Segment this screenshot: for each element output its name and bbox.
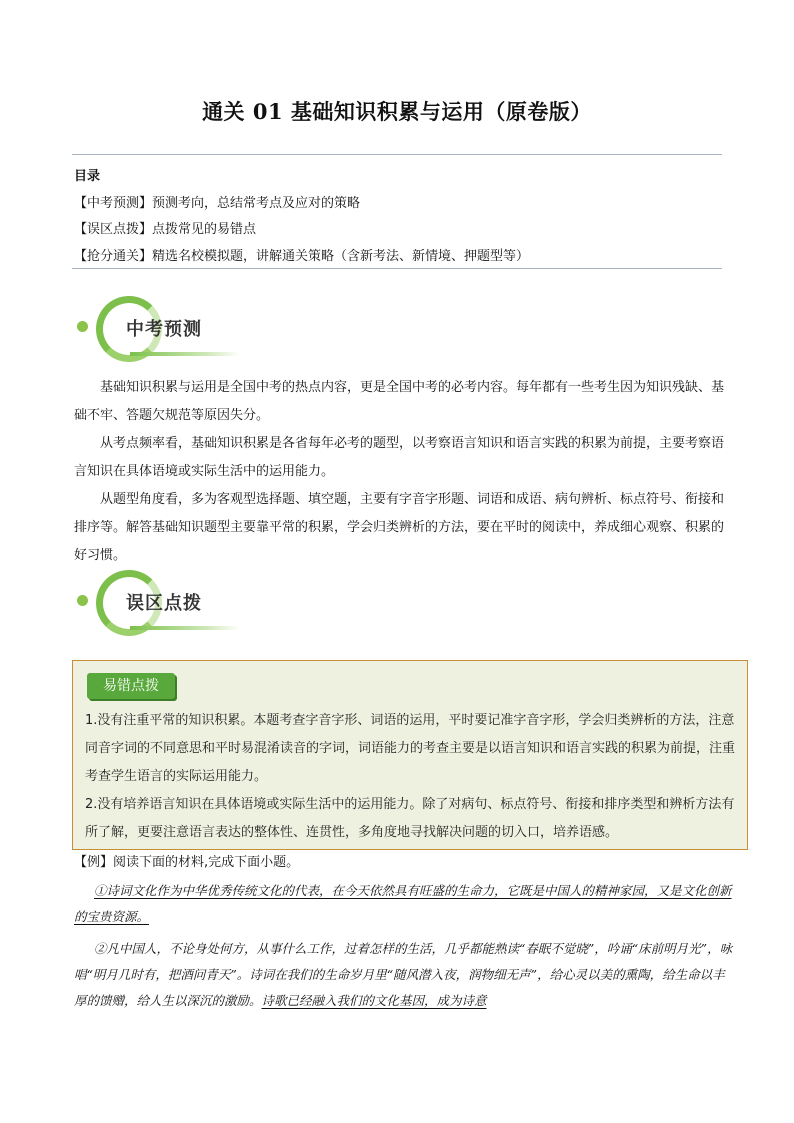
toc-item[interactable]: 【抢分通关】精选名校模拟题，讲解通关策略（含新考法、新情境、押题型等） [74, 248, 530, 264]
tip-text [85, 707, 741, 847]
example-section [74, 852, 734, 1020]
example-heading: 【例】阅读下面的材料,完成下面小题。 [74, 855, 300, 870]
example-paragraph [74, 936, 734, 1014]
toc-item[interactable]: 【误区点拨】点拨常见的易错点 [74, 222, 257, 237]
toc-item[interactable]: 【中考预测】预测考向，总结常考点及应对的策略 [74, 195, 361, 211]
prediction-body [74, 374, 724, 570]
page-title: 通关 01 基础知识积累与运用（原卷版） [202, 99, 592, 124]
tip-item: 1.没有注重平常的知识积累。本题考查字音字形、词语的运用，平时要记准字音字形，学会归类辨析的方法，注意同音字词的不同意思和平时易混淆读音的字词，词语能力的考查主要是以语言知识和语言实践的积累为前提，注重考查学生语言的实际运用能力。 [85, 713, 736, 784]
paragraph: 从题型角度看，多为客观型选择题、填空题，主要有字音字形题、词语和成语、病句辨析、标点符号、衔接和排序等。解答基础知识题型主要靠平常的积累，学会归类辨析的方法，要在平时的阅读中，养成细心观察、积累的好习惯。 [74, 492, 725, 563]
tip-badge: 易错点拨 [87, 673, 175, 699]
example-paragraph [74, 878, 734, 930]
bullet-dot-icon [77, 595, 88, 606]
tip-box [72, 660, 748, 850]
tip-item: 2.没有培养语言知识在具体语境或实际生活中的运用能力。除了对病句、标点符号、衔接和排序类型和辨析方法有所了解，更要注意语言表达的整体性、连贯性，多角度地寻找解决问题的切入口，培养语感。 [85, 797, 735, 840]
bullet-dot-icon [77, 321, 88, 332]
paragraph-text: ②凡中国人，不论身处何方，从事什么工作，过着怎样的生活，几乎都能熟读“春眠不觉晓”，吟诵“床前明月光”，咏唱“明月几时有，把酒问青天”。诗词在我们的生命岁月里“随风潜入夜，润物细无声”，给心灵以美的熏陶，给生命以丰厚的馈赠，给人生以深沉的激励。 [74, 941, 733, 1008]
section-header-prediction [74, 296, 254, 364]
divider-top [72, 154, 722, 155]
underlined-text: 诗歌已经融入我们的文化基因，成为诗意 [261, 993, 487, 1008]
paragraph: 基础知识积累与运用是全国中考的热点内容，更是全国中考的必考内容。每年都有一些考生因为知识残缺、基础不牢、答题欠规范等原因失分。 [74, 380, 725, 423]
divider-bottom [72, 268, 722, 269]
section-label: 中考预测 [126, 319, 202, 340]
underlined-text: ①诗词文化作为中华优秀传统文化的代表，在今天依然具有旺盛的生命力，它既是中国人的精神家园，又是文化创新的宝贵资源。 [74, 883, 732, 924]
table-of-contents [74, 164, 724, 270]
section-label: 误区点拨 [126, 593, 202, 614]
paragraph: 从考点频率看，基础知识积累是各省每年必考的题型，以考察语言知识和语言实践的积累为前提，主要考察语言知识在具体语境或实际生活中的运用能力。 [74, 436, 725, 479]
section-header-misconceptions [74, 570, 254, 638]
underline-bar [130, 352, 240, 356]
underline-bar [130, 626, 240, 630]
toc-heading: 目录 [74, 169, 101, 184]
